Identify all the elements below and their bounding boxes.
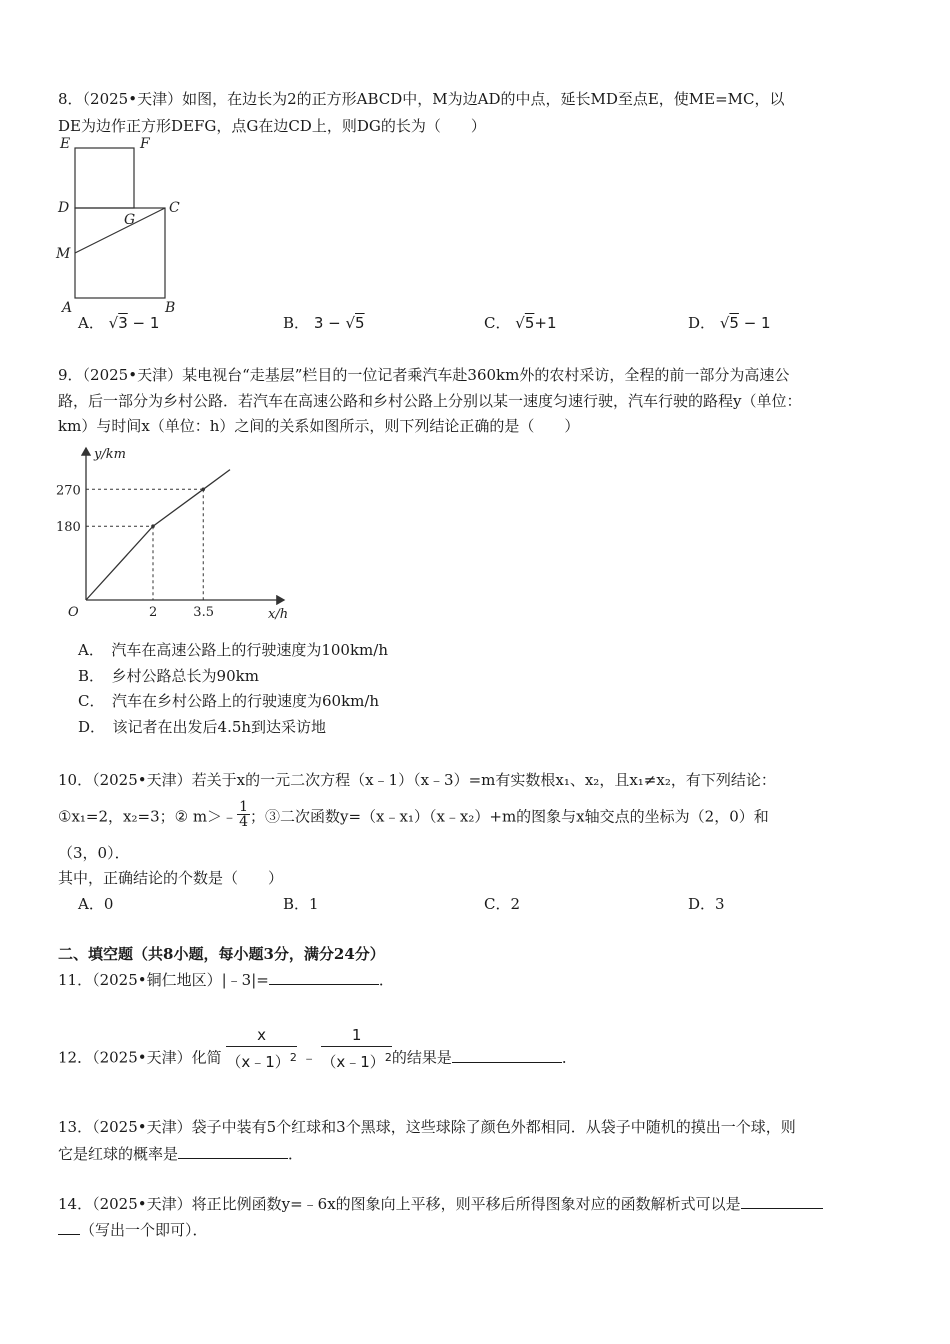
q10-line-4: 其中，正确结论的个数是（ ） xyxy=(58,869,284,887)
origin-label: O xyxy=(68,605,79,620)
q10-line-2: ①x₁=2，x₂=3；② m＞﹣ $\frac{1}{4}$ ；③二次函数y=（x﹣x₁）（x﹣x₂）+m的图象与x轴交点的坐标为（2，0）和 xyxy=(58,799,769,830)
fraction-1-over-x-minus-1-squared: $\frac{1}{(x﹣1)^2}$ xyxy=(321,1026,392,1071)
fraction-one-quarter: $\frac{1}{4}$ xyxy=(239,799,248,830)
q9-option-c[interactable]: C． 汽车在乡村公路上的行驶速度为60km/h xyxy=(78,692,380,710)
q9-option-a[interactable]: A． 汽车在高速公路上的行驶速度为100km/h xyxy=(78,641,388,659)
q9-option-d[interactable]: D． 该记者在出发后4.5h到达采访地 xyxy=(78,718,327,736)
q10-option-a[interactable]: A．0 xyxy=(78,895,114,913)
q8-option-a[interactable]: A． √3 − 1 xyxy=(78,314,160,332)
label-d: D xyxy=(58,200,70,216)
q9-line-2: 路，后一部分为乡村公路．若汽车在高速公路和乡村公路上分别以某一速度匀速行驶，汽车行驶的路程y（单位： xyxy=(58,392,802,410)
section-2-title: 二、填空题（共8小题，每小题3分，满分24分） xyxy=(58,945,385,963)
q14-answer-blank-part-2[interactable] xyxy=(58,1219,80,1235)
label-f: F xyxy=(140,136,150,152)
q14-answer-blank-part-1[interactable] xyxy=(741,1193,823,1209)
q13-answer-blank[interactable] xyxy=(178,1143,288,1159)
q12-answer-blank[interactable] xyxy=(452,1047,562,1063)
square-abcd xyxy=(75,208,165,298)
q12-line: 12．（2025•天津）化简 $\frac{x}{(x﹣1)^2}$ ﹣ $\frac{1}{(x﹣1)^2}$ 的结果是 ． xyxy=(58,1026,577,1071)
q8-option-b[interactable]: B． 3 − √5 xyxy=(283,314,365,332)
y-tick-label-180: 180 xyxy=(56,520,81,536)
q8-line-2: DE为边作正方形DEFG，点G在边CD上，则DG的长为（ ） xyxy=(58,117,486,135)
data-point-1 xyxy=(201,488,205,492)
segment-mc xyxy=(75,208,165,253)
q8-option-d[interactable]: D． √5 − 1 xyxy=(688,314,771,332)
label-g: G xyxy=(124,212,136,228)
q9-option-b[interactable]: B． 乡村公路总长为90km xyxy=(78,667,259,685)
data-point-0 xyxy=(151,524,155,528)
q10-option-d[interactable]: D．3 xyxy=(688,895,725,913)
q8-line-1: 8．（2025•天津）如图，在边长为2的正方形ABCD中，M为边AD的中点，延长MD至点E，使ME=MC，以 xyxy=(58,90,785,108)
x-tick-label-2: 2 xyxy=(149,605,158,620)
square-defg xyxy=(75,148,134,208)
q8-square-figure xyxy=(50,132,190,314)
y-tick-label-270: 270 xyxy=(56,483,81,499)
label-c: C xyxy=(169,200,180,216)
q10-line-3: （3，0）． xyxy=(58,844,130,862)
q10-option-c[interactable]: C．2 xyxy=(484,895,521,913)
q13-line-2: 它是红球的概率是 ． xyxy=(58,1145,304,1163)
q11-answer-blank[interactable] xyxy=(269,969,379,985)
q9-line-1: 9．（2025•天津）某电视台“走基层”栏目的一位记者乘汽车赴360km外的农村采访，全程的前一部分为高速公 xyxy=(58,366,790,384)
fraction-x-over-x-minus-1-squared: $\frac{x}{(x﹣1)^2}$ xyxy=(226,1026,297,1071)
q9-line-3: km）与时间x（单位：h）之间的关系如图所示，则下列结论正确的是（ ） xyxy=(58,417,580,435)
x-tick-label-3-5: 3.5 xyxy=(193,605,214,620)
label-b: B xyxy=(165,300,176,314)
q11-line: 11．（2025•铜仁地区）|﹣3|= ． xyxy=(58,971,394,989)
q10-option-b[interactable]: B．1 xyxy=(283,895,319,913)
label-m: M xyxy=(56,246,71,262)
x-axis-label: x/h xyxy=(268,607,289,622)
q9-distance-time-chart xyxy=(52,440,302,626)
label-a: A xyxy=(62,300,73,314)
q8-option-c[interactable]: C． √5+1 xyxy=(484,314,557,332)
q13-line-1: 13．（2025•天津）袋子中装有5个红球和3个黑球，这些球除了颜色外都相同．从袋子中随机的摸出一个球，则 xyxy=(58,1118,796,1136)
label-e: E xyxy=(60,136,71,152)
q10-line-1: 10．（2025•天津）若关于x的一元二次方程（x﹣1）（x﹣3）=m有实数根x₁、x₂，且x₁≠x₂，有下列结论： xyxy=(58,771,776,789)
q14-line-1: 14．（2025•天津）将正比例函数y=﹣6x的图象向上平移，则平移后所得图象对应的函数解析式可以是 xyxy=(58,1193,823,1214)
y-axis-label: y/km xyxy=(94,447,126,462)
q14-line-2: （写出一个即可）． xyxy=(58,1219,208,1240)
